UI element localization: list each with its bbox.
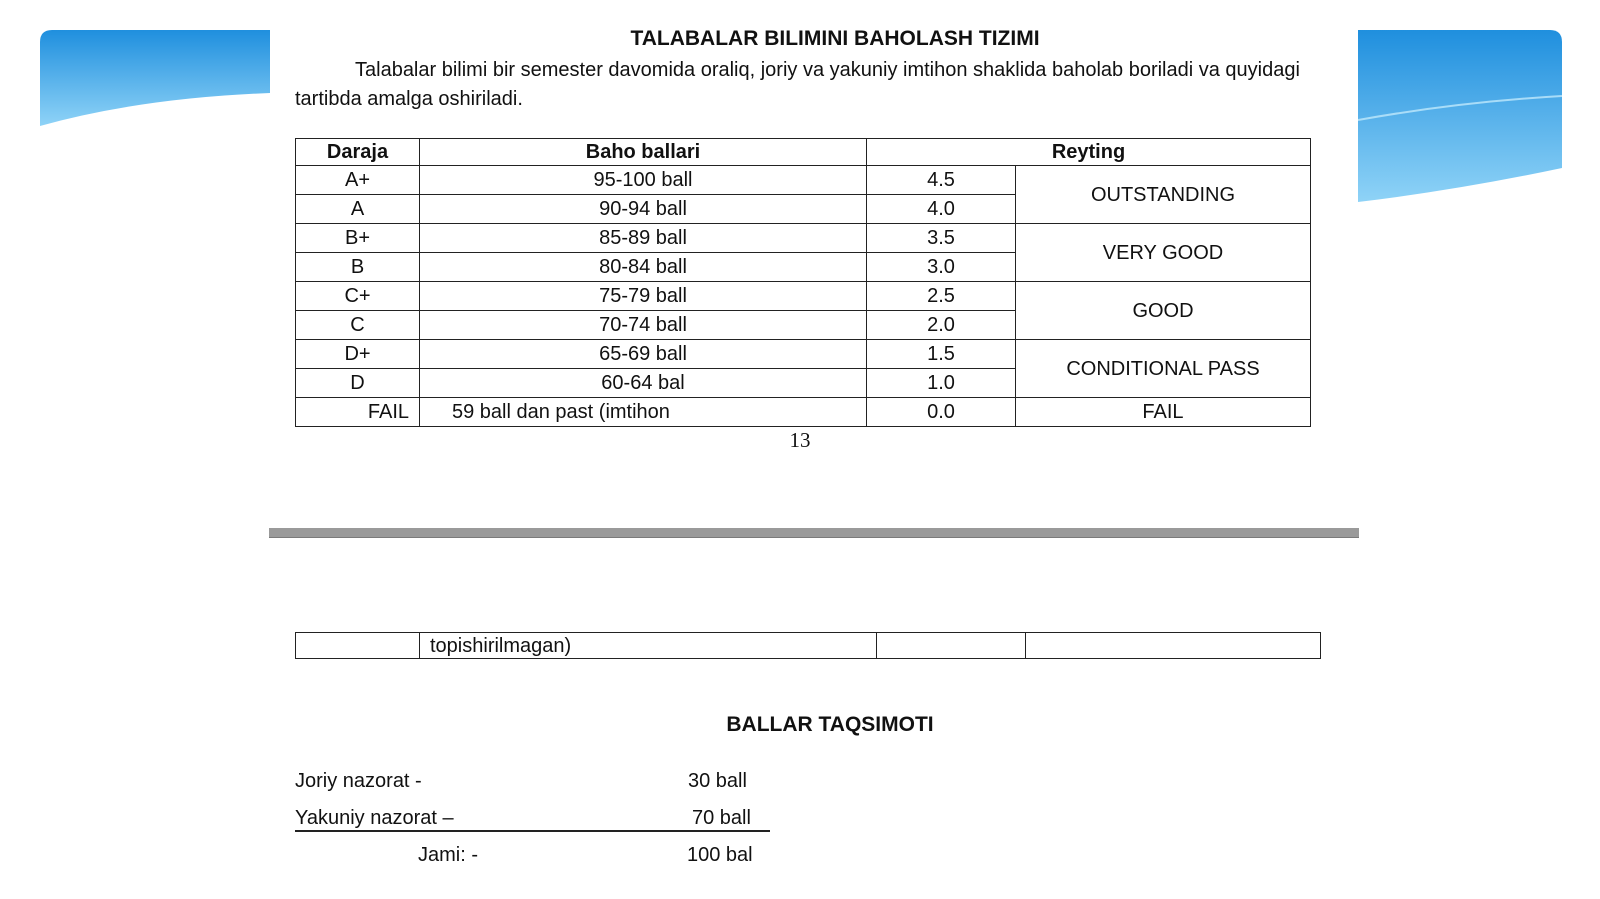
table-row [296, 398, 1311, 427]
grade-cell: B+ [296, 224, 420, 253]
table-row [296, 633, 1321, 659]
grade-cell: FAIL [296, 398, 420, 427]
grade-cell: A [296, 195, 420, 224]
right-corner-decoration [1358, 30, 1562, 205]
range-cell: 75-79 ball [420, 282, 867, 311]
rating-cell: FAIL [1016, 398, 1311, 427]
range-cell: 70-74 ball [420, 311, 867, 340]
points-cell: 3.5 [867, 224, 1016, 253]
table-row [296, 340, 1311, 369]
continuation-cell: topishirilmagan) [420, 633, 877, 659]
points-cell: 1.0 [867, 369, 1016, 398]
range-cell: 65-69 ball [420, 340, 867, 369]
page-separator [269, 528, 1359, 538]
range-cell: 80-84 ball [420, 253, 867, 282]
table-continuation [295, 632, 1321, 659]
points-cell: 2.0 [867, 311, 1016, 340]
table-row [296, 166, 1311, 195]
distribution-label: Joriy nazorat - [295, 770, 422, 792]
table-row [296, 224, 1311, 253]
grade-cell: D+ [296, 340, 420, 369]
grade-cell: C [296, 311, 420, 340]
header-baho: Baho ballari [420, 139, 867, 166]
range-cell: 85-89 ball [420, 224, 867, 253]
empty-cell [296, 633, 420, 659]
range-cell: 60-64 bal [420, 369, 867, 398]
points-cell: 1.5 [867, 340, 1016, 369]
header-daraja: Daraja [296, 139, 420, 166]
page-title: TALABALAR BILIMINI BAHOLASH TIZIMI [630, 27, 1040, 50]
points-cell: 2.5 [867, 282, 1016, 311]
rating-cell: VERY GOOD [1016, 224, 1311, 282]
rating-cell: OUTSTANDING [1016, 166, 1311, 224]
points-cell: 4.0 [867, 195, 1016, 224]
grade-cell: B [296, 253, 420, 282]
distribution-value: 30 ball [688, 770, 747, 792]
rating-cell: CONDITIONAL PASS [1016, 340, 1311, 398]
range-cell: 90-94 ball [420, 195, 867, 224]
empty-cell [877, 633, 1026, 659]
table-row [296, 282, 1311, 311]
grade-cell: C+ [296, 282, 420, 311]
points-cell: 0.0 [867, 398, 1016, 427]
range-cell: 95-100 ball [420, 166, 867, 195]
distribution-value: 70 ball [692, 807, 751, 829]
grade-cell: D [296, 369, 420, 398]
empty-cell [1026, 633, 1321, 659]
range-cell: 59 ball dan past (imtihon [420, 398, 867, 427]
grading-table [295, 138, 1311, 427]
left-corner-decoration [40, 30, 270, 130]
distribution-label: Yakuniy nazorat – [295, 807, 454, 829]
header-reyting: Reyting [867, 139, 1311, 166]
page-number: 13 [789, 428, 811, 452]
distribution-title: BALLAR TAQSIMOTI [726, 713, 934, 736]
points-cell: 3.0 [867, 253, 1016, 282]
distribution-total-value: 100 bal [687, 844, 753, 866]
distribution-underline [295, 830, 770, 832]
table-header-row [296, 139, 1311, 166]
points-cell: 4.5 [867, 166, 1016, 195]
intro-paragraph: Talabalar bilimi bir semester davomida oraliq, joriy va yakuniy imtihon shaklida baholab boriladi va quyidagi tartibda amalga oshiriladi. [295, 59, 1300, 110]
distribution-total-label: Jami: - [418, 844, 478, 866]
rating-cell: GOOD [1016, 282, 1311, 340]
grade-cell: A+ [296, 166, 420, 195]
